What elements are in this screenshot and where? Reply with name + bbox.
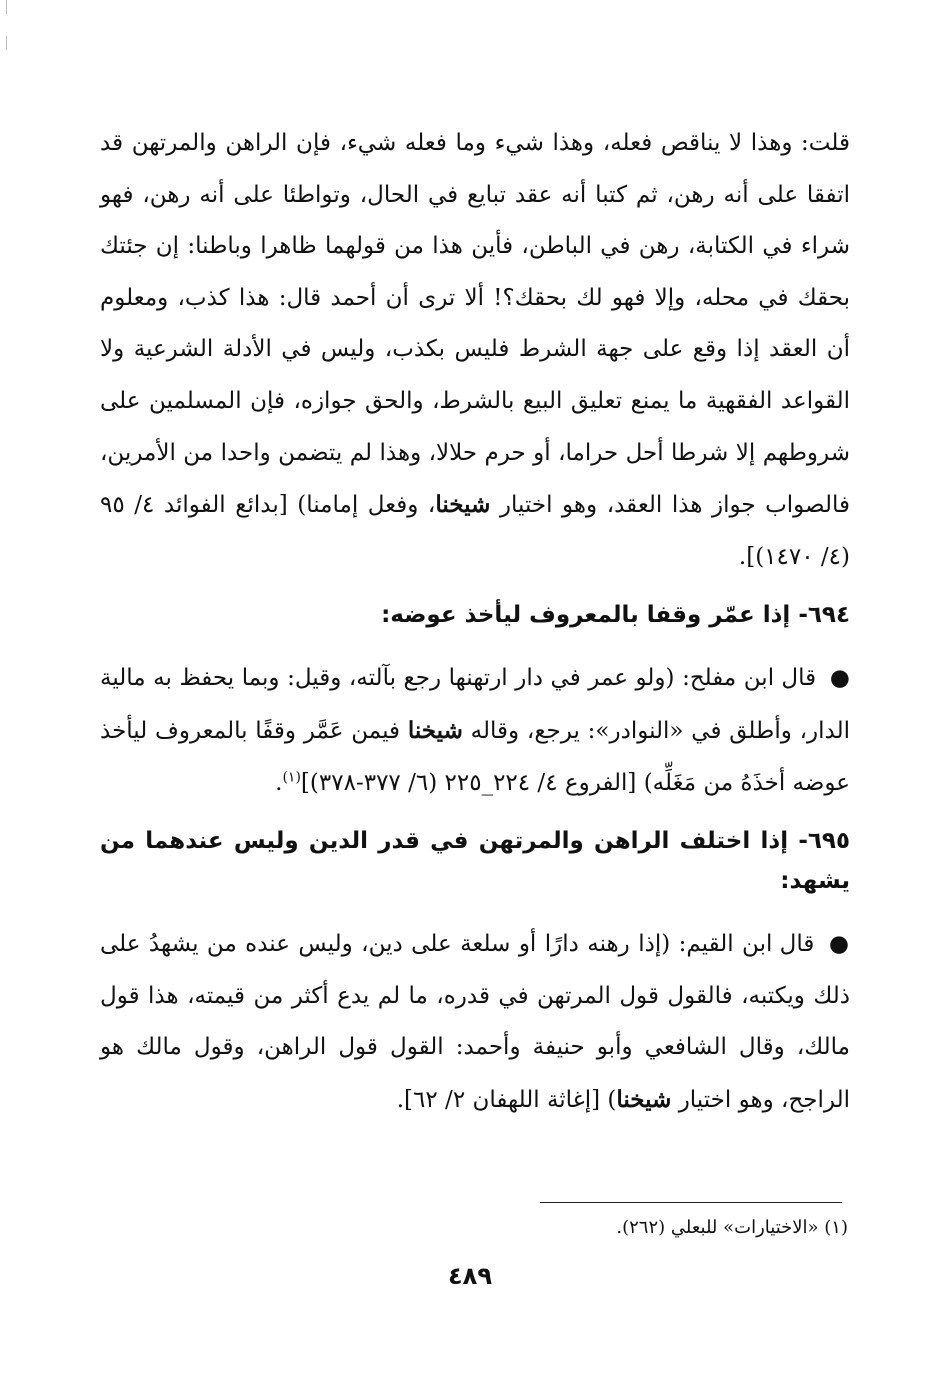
paragraph-2-text: قال ابن مفلح: (ولو عمر في دار ارتهنها رجع بآلته، وقيل: وبما يحفظ به مالية الدار، وأطلق في «النوادر»: يرجع، وقاله <box>100 665 851 744</box>
paragraph-3 <box>100 919 850 1126</box>
paragraph-2-end: فيمن عَمَّر وقفًا بالمعروف ليأخذ عوضه أخذَهُ من مَغَلِّه) [الفروع ٤/ ٢٢٤_٢٢٥ (٦/ ٣٧٧-٣٧٨)] <box>100 717 850 796</box>
bullet-icon: ● <box>828 931 850 958</box>
footnote-separator <box>540 1202 842 1203</box>
heading-694: ٦٩٤- إذا عمّر وقفا بالمعروف ليأخذ عوضه: <box>381 602 850 629</box>
paragraph-1-end: ، وفعل إمامنا) [بدائع الفوائد ٤/ ٩٥ (٤/ ١٤٧٠)]. <box>100 492 850 570</box>
paragraph-3-text: قال ابن القيم: (إذا رهنه دارًا أو سلعة على دين، وليس عنده من يشهدُ على ذلك ويكتبه، فالقول قول المرتهن في قدره، ما لم يدع أكثر من قيمته، هذا قول مالك، وقال الشافعي وأبو حنيفة وأحمد: القول قول الراهن، وقول مالك هو الراجح، وهو اختيار <box>100 931 850 1113</box>
paragraph-1-bold: شيخنا <box>435 491 491 519</box>
paragraph-2: ● قال ابن مفلح: (ولو عمر في دار ارتهنها رجع بآلته، وقيل: وبما يحفظ به مالية الدار، وأطلق في «النوادر»: يرجع، وقاله شيخنا فيمن عَمَّر وقفًا بالمعروف ليأخذ عوضه أخذَهُ من مَغَلِّه) [الفروع ٤/ ٢٢٤_٢٢٥ (٦/ ٣٧٧-٣٧٨)]$^{(١)}$. <box>100 665 851 796</box>
footnote-reference[interactable]: (١) <box>282 768 301 785</box>
page-body <box>100 118 850 1127</box>
paragraph-3-end: ) [إغاثة اللهفان ٢/ ٦٢]. <box>396 1086 617 1113</box>
heading-695: ٦٩٥- إذا اختلف الراهن والمرتهن في قدر الدين وليس عندهما من يشهد: <box>100 828 850 895</box>
page-number: ٤٨٩ <box>448 1262 492 1290</box>
bullet-icon: ● <box>829 665 851 692</box>
paragraph-1-text: قلت: وهذا لا يناقص فعله، وهذا شيء وما فعله شيء، فإن الراهن والمرتهن قد اتفقا على أنه رهن، ثم كتبا أنه عقد تبايع في الحال، وتواطئا على أنه رهن، فهو شراء في الكتابة، رهن في الباطن، فأين هذا من قولهما ظاهرا وباطنا: إن جئتك بحقك في محله، وإلا فهو لك بحقك؟! ألا ترى أن أحمد قال: هذا كذب، ومعلوم أن العقد إذا وقع على جهة الشرط فليس بكذب، وليس في الأدلة الشرعية ولا القواعد الفقهية ما يمنع تعليق البيع بالشرط، والحق جوازه، فإن المسلمين على شروطهم إلا شرطا أحل حراما، أو حرم حلالا، وهذا لم يتضمن واحدا من الأمرين، فالصواب جواز هذا العقد، وهو اختيار <box>100 130 850 519</box>
margin-marks <box>6 0 8 80</box>
paragraph-1 <box>100 118 850 583</box>
footnote: (١) «الاختيارات» للبعلي (٢٦٢). <box>616 1217 848 1238</box>
paragraph-3-bold: شيخنا <box>616 1085 672 1113</box>
paragraph-2-bold: شيخنا <box>407 716 463 744</box>
